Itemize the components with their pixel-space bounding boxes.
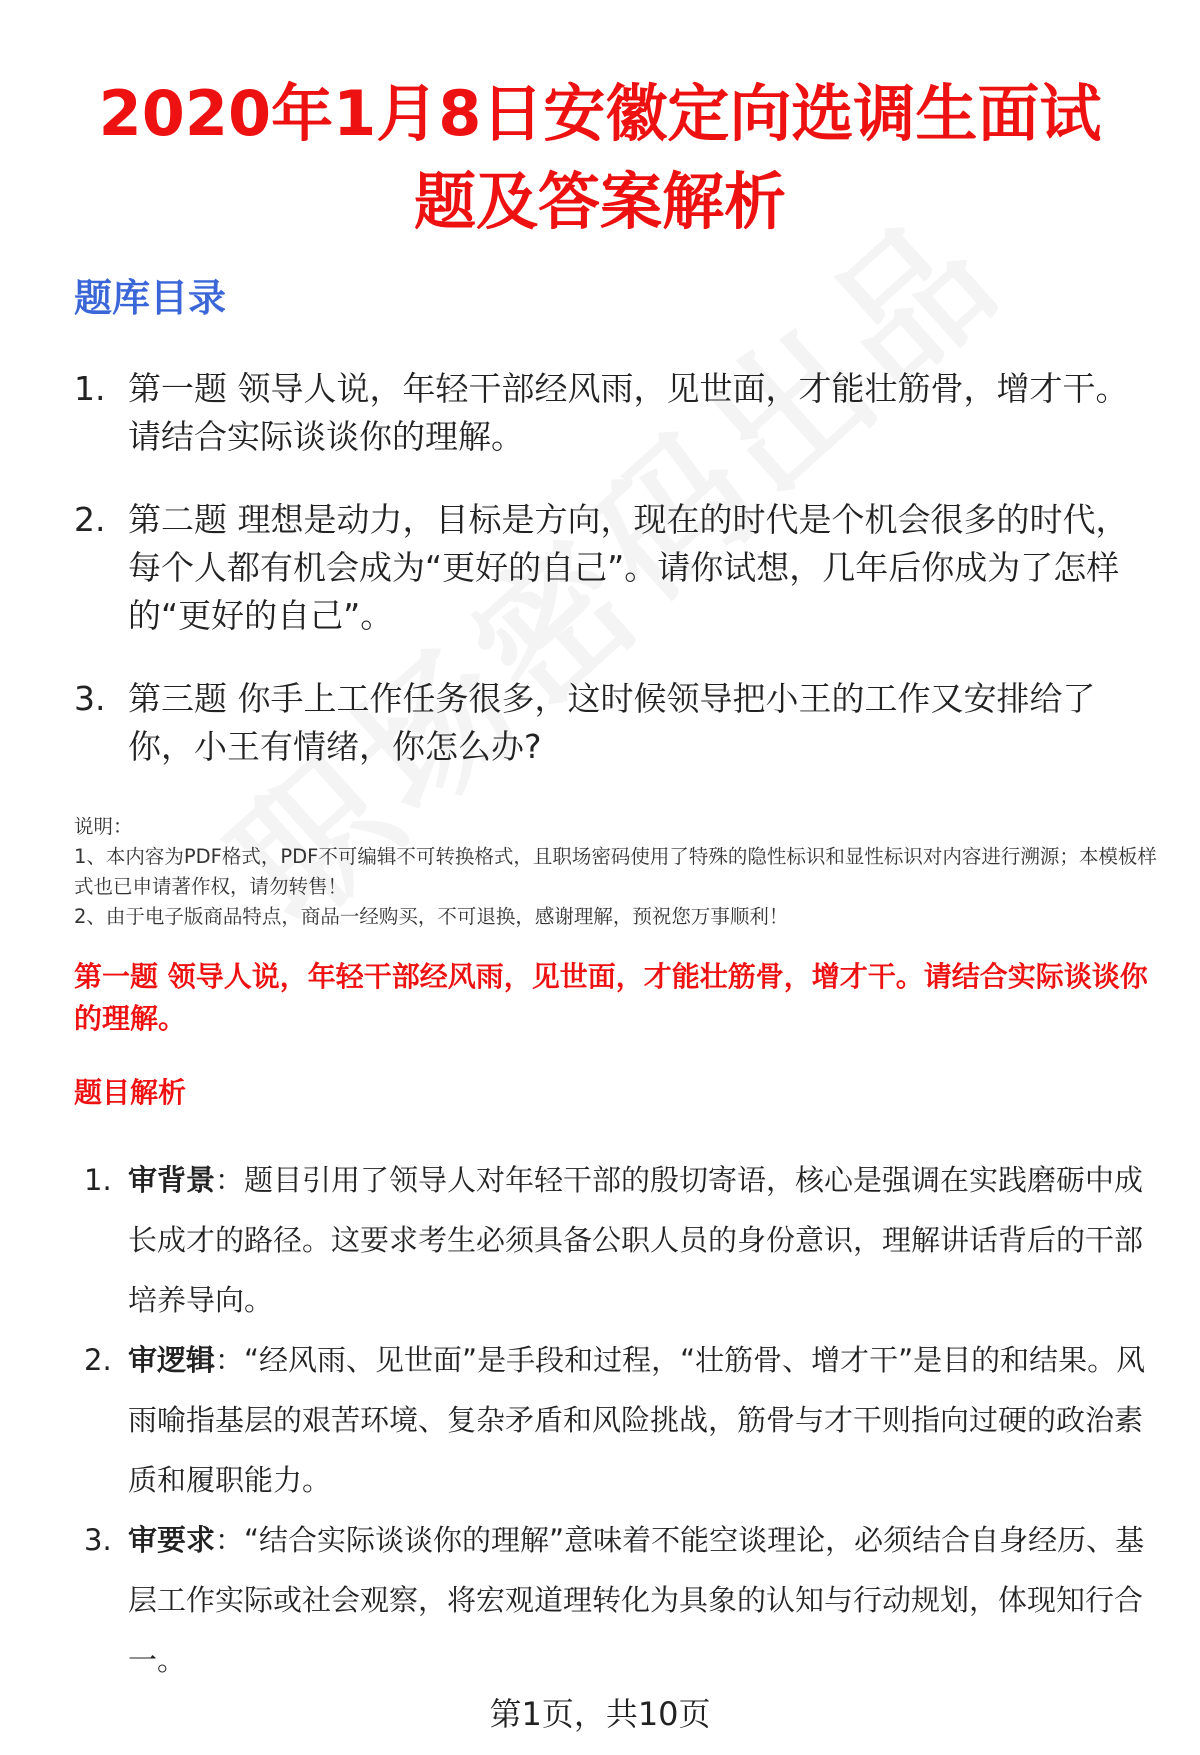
analysis-item-label: 审要求 [128, 1523, 216, 1557]
analysis-item-text: 题目引用了领导人对年轻干部的殷切寄语，核心是强调在实践磨砺中成长成才的路径。这要求考生必须具备公职人员的身份意识，理解讲话背后的干部培养导向。 [128, 1163, 1144, 1317]
title-line-1: 2020年1月8日安徽定向选调生面试 [98, 77, 1102, 150]
analysis-item [84, 1510, 1159, 1690]
analysis-item-separator: ： [215, 1523, 245, 1557]
analysis-item [84, 1330, 1159, 1510]
analysis-item-body [128, 1150, 1159, 1330]
document-title [0, 0, 1200, 246]
title-line-2: 题及答案解析 [413, 165, 786, 238]
analysis-item-label: 审逻辑 [128, 1343, 216, 1377]
analysis-item-separator: ： [215, 1343, 245, 1377]
toc-item-text: 第二题 理想是动力，目标是方向，现在的时代是个机会很多的时代，每个人都有机会成为“更好的自己”。请你试想，几年后你成为了怎样的“更好的自己”。 [128, 500, 1129, 635]
toc-item-number: 3. [74, 679, 106, 718]
question-title: 第一题 领导人说，年轻干部经风雨，见世面，才能壮筋骨，增才干。请结合实际谈谈你的理解。 [74, 960, 1148, 1035]
toc-item[interactable] [74, 496, 1154, 640]
analysis-item-body [128, 1330, 1159, 1510]
toc-item[interactable] [74, 365, 1154, 461]
analysis-item-separator: ： [215, 1163, 245, 1197]
toc-list [74, 365, 1154, 806]
toc-item-number: 1. [74, 369, 106, 408]
notes-line-1: 1、本内容为PDF格式，PDF不可编辑不可转换格式，且职场密码使用了特殊的隐性标识和显性标识对内容进行溯源；本模板样式也已申请著作权，请勿转售！ [74, 845, 1157, 898]
toc-item-text: 第三题 你手上工作任务很多，这时候领导把小王的工作又安排给了你，小王有情绪，你怎么办? [128, 679, 1096, 766]
analysis-list [84, 1150, 1159, 1690]
toc-item-text: 第一题 领导人说，年轻干部经风雨，见世面，才能壮筋骨，增才干。请结合实际谈谈你的理解。 [128, 369, 1129, 456]
notes-line-2: 2、由于电子版商品特点，商品一经购买，不可退换，感谢理解，预祝您万事顺利！ [74, 905, 789, 928]
notes-label: 说明： [74, 815, 133, 838]
page-number: 第1页，共10页 [489, 1695, 711, 1733]
notes-block [74, 812, 1164, 932]
toc-heading: 题库目录 [74, 276, 227, 320]
analysis-item-number: 1. [84, 1163, 112, 1197]
analysis-item-text: “结合实际谈谈你的理解”意味着不能空谈理论，必须结合自身经历、基层工作实际或社会观察，将宏观道理转化为具象的认知与行动规划，体现知行合一。 [128, 1523, 1145, 1677]
toc-item-number: 2. [74, 500, 106, 539]
analysis-item-number: 2. [84, 1343, 112, 1377]
toc-item[interactable] [74, 675, 1154, 771]
analysis-heading: 题目解析 [74, 1076, 187, 1109]
analysis-item-label: 审背景 [128, 1163, 216, 1197]
analysis-item-number: 3. [84, 1523, 112, 1557]
analysis-item-body [128, 1510, 1159, 1690]
analysis-item-text: “经风雨、见世面”是手段和过程，“壮筋骨、增才干”是目的和结果。风雨喻指基层的艰苦环境、复杂矛盾和风险挑战，筋骨与才干则指向过硬的政治素质和履职能力。 [128, 1343, 1146, 1497]
analysis-item [84, 1150, 1159, 1330]
